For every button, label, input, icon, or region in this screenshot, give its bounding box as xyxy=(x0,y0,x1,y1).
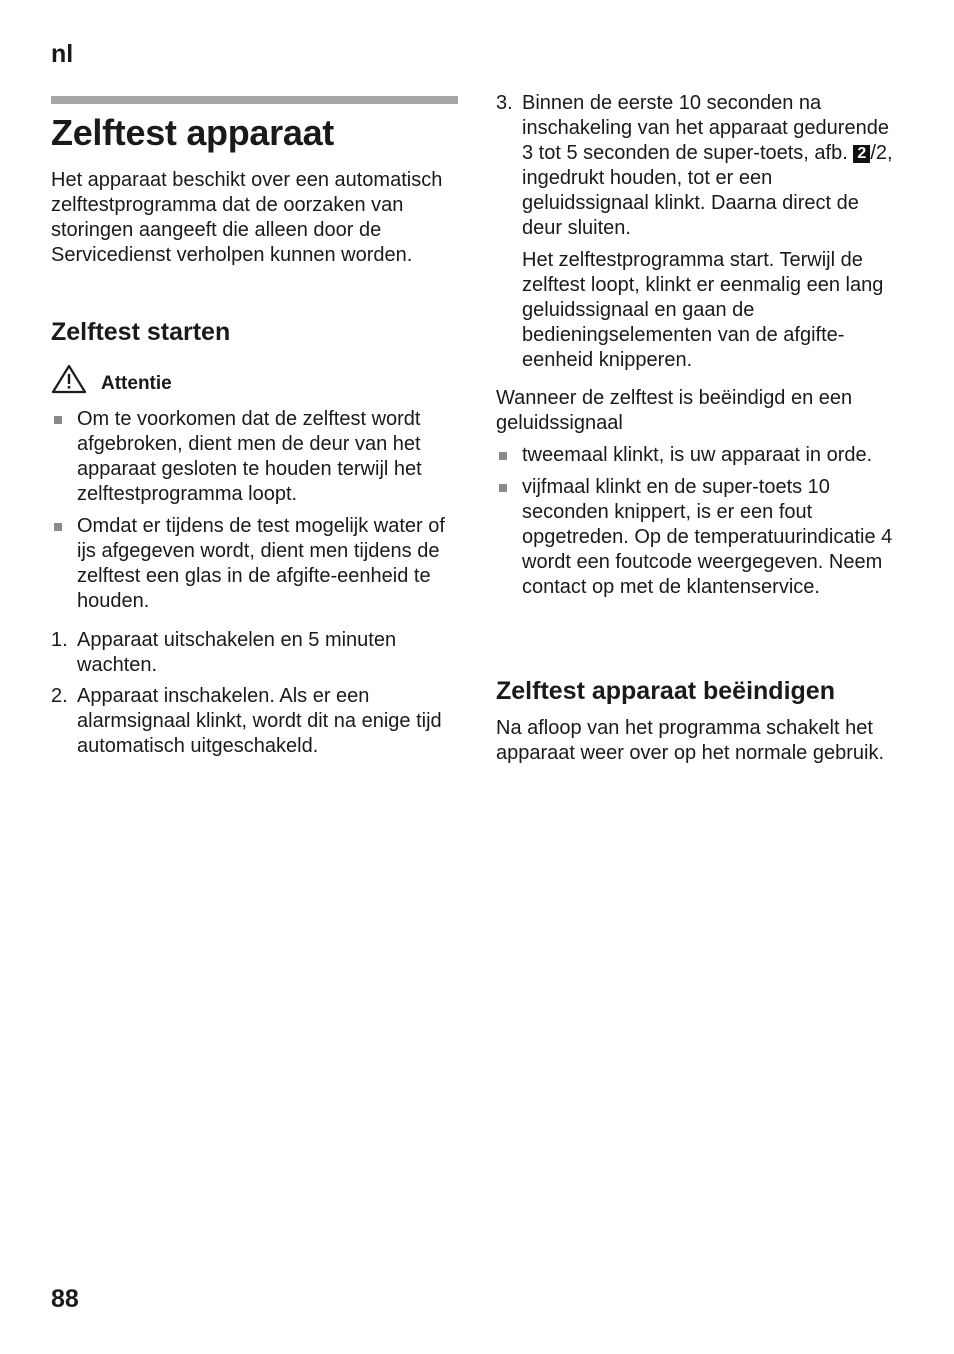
step-item: 1. Apparaat uitschakelen en 5 minuten wachten. xyxy=(51,629,397,676)
steps-list-right xyxy=(496,91,900,373)
steps-list-left xyxy=(51,628,455,759)
bullet-square-icon xyxy=(54,416,62,424)
figure-reference: 2 xyxy=(853,145,870,163)
language-label: nl xyxy=(51,40,74,68)
result-bullet-list xyxy=(496,443,900,600)
list-item: Om te voorkomen dat de zelftest wordt afgebroken, dient men de deur van het apparaat gesloten te houden terwijl het zelftestprogramma loopt. xyxy=(51,407,451,507)
result-intro: Wanneer de zelftest is beëindigd en een geluidssignaal xyxy=(496,387,853,434)
bullet-square-icon xyxy=(499,484,507,492)
step-item: 2. Apparaat inschakelen. Als er een alarmsignaal klinkt, wordt dit na enige tijd automatisch uitgeschakeld. xyxy=(51,685,442,757)
bullet-square-icon xyxy=(54,523,62,531)
list-item: vijfmaal klinkt en de super-toets 10 seconden knippert, is er een fout opgetreden. Op de temperatuurindicatie 4 wordt een foutcode weergegeven. Neem contact op met de klantenservice. xyxy=(496,475,900,600)
title-rule xyxy=(51,96,458,104)
warning-notice xyxy=(51,364,172,399)
list-item: tweemaal klinkt, is uw apparaat in orde. xyxy=(496,443,900,468)
step-item: 3. Binnen de eerste 10 seconden na inschakeling van het apparaat gedurende 3 tot 5 seconden de super-toets, afb. 2 /2, ingedrukt houden, tot er een geluidssignaal klinkt. Daarna direct de deur sluiten. xyxy=(496,92,893,239)
page-title: Zelftest apparaat xyxy=(51,112,334,153)
list-item: Omdat er tijdens de test mogelijk water of ijs afgegeven wordt, dient men tijdens de zelftest een glas in de afgifte-eenheid te houden. xyxy=(51,514,451,614)
warning-label: Attentie xyxy=(101,372,172,394)
warning-bullet-list xyxy=(51,407,451,614)
section-heading-end: Zelftest apparaat beëindigen xyxy=(496,677,835,705)
page-number: 88 xyxy=(51,1285,79,1313)
warning-triangle-icon xyxy=(51,364,87,399)
bullet-square-icon xyxy=(499,452,507,460)
section-heading-start: Zelftest starten xyxy=(51,318,231,346)
end-paragraph: Na afloop van het programma schakelt het apparaat weer over op het normale gebruik. xyxy=(496,717,885,764)
intro-paragraph: Het apparaat beschikt over een automatisch zelftestprogramma dat de oorzaken van storingen aangeeft die alleen door de Servicedienst verholpen kunnen worden. xyxy=(51,169,443,266)
step-note: Het zelftestprogramma start. Terwijl de zelftest loopt, klinkt er eenmalig een lang geluidssignaal en gaan de bedieningselementen van de afgifte-eenheid knipperen. xyxy=(522,249,884,371)
